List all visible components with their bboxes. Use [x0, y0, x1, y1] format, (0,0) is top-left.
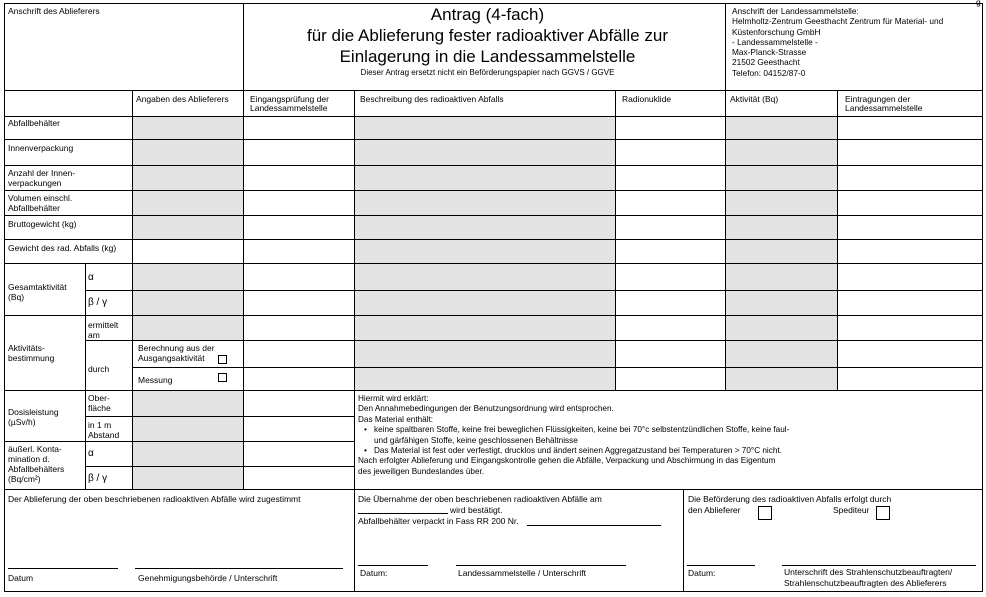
- col-header-description: Beschreibung des radioaktiven Abfalls: [360, 94, 504, 104]
- collector-address-line: - Landessammelstelle -: [732, 36, 818, 47]
- field-volume-activity[interactable]: [725, 191, 837, 215]
- forwarder-checkbox[interactable]: [876, 506, 890, 520]
- field-determined-activity[interactable]: [725, 316, 837, 340]
- col-header-activity: Aktivität (Bq): [730, 94, 779, 104]
- acceptance-line2: wird bestätigt.: [450, 505, 503, 515]
- row-label-total-activity-2: (Bq): [8, 292, 25, 302]
- form-title-line1: Antrag (4-fach): [430, 5, 545, 24]
- by-supplier-label: den Ablieferer: [688, 505, 741, 515]
- row-label-gross-weight: Bruttogewicht (kg): [8, 219, 77, 229]
- row-label-volume-2: Abfallbehälter: [8, 203, 60, 213]
- col-header-supplier: Angaben des Ablieferers: [136, 94, 229, 104]
- col-header-inspection-1: Eingangsprüfung der: [250, 94, 329, 104]
- field-volume-description[interactable]: [354, 191, 615, 215]
- determined-on-2: am: [88, 330, 100, 340]
- forwarder-label: Spediteur: [833, 505, 870, 515]
- field-count-supplier[interactable]: [132, 166, 243, 190]
- field-contam-beta[interactable]: [132, 467, 243, 489]
- field-container-supplier[interactable]: [132, 117, 243, 139]
- surface-2: fläche: [88, 403, 111, 413]
- collector-address-line: Max-Planck-Strasse: [732, 47, 807, 58]
- col-header-entries-1: Eintragungen der: [845, 94, 911, 104]
- declaration-bullet1-line2: und gärfähigen Stoffe, keine geschlossenen Behältnisse: [374, 435, 578, 445]
- field-weight-description[interactable]: [354, 240, 615, 263]
- field-calc-activity[interactable]: [725, 341, 837, 367]
- consent-text: Der Ablieferung der oben beschriebenen radioaktiven Abfälle wird zugestimmt: [8, 494, 301, 504]
- by-label: durch: [88, 364, 110, 374]
- collector-address-line: Küstenforschung GmbH: [732, 26, 821, 37]
- declaration-bullet2: • Das Material ist fest oder verfestigt, drucklos und ändert seinen Aggregatzustand bei Temperaturen > 70°C nicht.: [358, 446, 789, 456]
- contam-beta-gamma-label: β / γ: [88, 473, 108, 484]
- acceptance-line1: Die Übernahme der oben beschriebenen radioaktiven Abfälle am: [358, 494, 602, 504]
- authority-signature-label: Genehmigungsbehörde / Unterschrift: [138, 573, 278, 583]
- field-total-alpha-supplier[interactable]: [132, 264, 243, 290]
- field-count-description[interactable]: [354, 166, 615, 190]
- col-header-inspection-2: Landessammelstelle: [250, 103, 328, 113]
- declaration-closing-2: des jeweiligen Bundeslandes über.: [358, 466, 485, 476]
- field-measure-description[interactable]: [354, 368, 615, 390]
- calc-from-2: Ausgangsaktivität: [138, 353, 205, 363]
- determined-on-1: ermittelt: [88, 320, 119, 330]
- row-label-inner-count-1: Anzahl der Innen-: [8, 168, 76, 178]
- row-label-inner-count-2: verpackungen: [8, 178, 62, 188]
- field-measure-activity[interactable]: [725, 368, 837, 390]
- form-title-line2: für die Ablieferung fester radioaktiver Abfälle zur: [307, 26, 668, 45]
- collector-address-line: Helmholtz-Zentrum Geesthacht Zentrum für Material- und: [732, 16, 944, 27]
- field-gross-supplier[interactable]: [132, 216, 243, 239]
- row-label-total-activity-1: Gesamtaktivität: [8, 282, 67, 292]
- declaration-bullet1: • keine spaltbaren Stoffe, keine frei beweglichen Flüssigkeiten, keine bei 70°c selbstentzündlichen Stoffe, keine faul- und gärfähigen Stoffe, keine geschlossenen Behältnisse: [364, 425, 790, 445]
- calc-from-1: Berechnung aus der: [138, 343, 215, 353]
- field-count-activity[interactable]: [725, 166, 837, 190]
- declaration: [358, 394, 789, 477]
- field-total-beta-activity[interactable]: [725, 291, 837, 315]
- row-label-contam-4: (Bq/cm²): [8, 474, 41, 484]
- consent-date-label: Datum: [8, 573, 34, 583]
- sender-address-label: Anschrift des Ablieferers: [8, 6, 100, 16]
- form-subtitle: Dieser Antrag ersetzt nicht ein Beförderungspapier nach GGVS / GGVE: [360, 68, 615, 77]
- field-container-description[interactable]: [354, 117, 615, 139]
- officer-signature-1: Unterschrift des Strahlenschutzbeauftragten/: [784, 567, 953, 577]
- collector-address-line: 21502 Geesthacht: [732, 57, 800, 68]
- field-gross-description[interactable]: [354, 216, 615, 239]
- row-label-waste-weight: Gewicht des rad. Abfalls (kg): [8, 243, 117, 253]
- field-inner-description[interactable]: [354, 140, 615, 165]
- field-weight-activity[interactable]: [725, 240, 837, 263]
- officer-signature-2: Strahlenschutzbeauftragten des Ablieferers: [784, 578, 947, 588]
- field-total-beta-supplier[interactable]: [132, 291, 243, 315]
- declaration-bullet2-text: Das Material ist fest oder verfestigt, drucklos und ändert seinen Aggregatzustand bei Temperaturen > 70°C nicht.: [374, 446, 782, 456]
- field-inner-supplier[interactable]: [132, 140, 243, 165]
- field-dose-surface[interactable]: [132, 391, 243, 416]
- alpha-label: α: [88, 272, 94, 283]
- row-label-contam-1: äußerl. Konta-: [8, 444, 62, 454]
- collector-address-line: Telefon: 04152/87-0: [732, 67, 806, 78]
- field-total-alpha-activity[interactable]: [725, 264, 837, 290]
- row-label-dose-1: Dosisleistung: [8, 407, 59, 417]
- calc-checkbox[interactable]: [218, 355, 227, 364]
- field-volume-supplier[interactable]: [132, 191, 243, 215]
- distance-2: Abstand: [88, 430, 120, 440]
- measurement-checkbox[interactable]: [218, 373, 227, 382]
- collector-address: [732, 6, 943, 78]
- field-gross-activity[interactable]: [725, 216, 837, 239]
- transport-text: Die Beförderung des radioaktiven Abfalls erfolgt durch: [688, 494, 892, 504]
- field-determined-description[interactable]: [354, 316, 615, 340]
- declaration-line1: Den Annahmebedingungen der Benutzungsordnung wird entsprochen.: [358, 404, 614, 414]
- row-label-activity-det-2: bestimmung: [8, 353, 55, 363]
- field-total-alpha-description[interactable]: [354, 264, 615, 290]
- by-supplier-checkbox[interactable]: [758, 506, 772, 520]
- col-header-nuclide: Radionuklide: [622, 94, 672, 104]
- surface-1: Ober-: [88, 393, 110, 403]
- row-label-volume-1: Volumen einschl.: [8, 193, 73, 203]
- row-label-container: Abfallbehälter: [8, 118, 60, 128]
- collector-signature-label: Landessammelstelle / Unterschrift: [458, 568, 587, 578]
- collector-address-line: Anschrift der Landessammelstelle:: [732, 6, 859, 16]
- measurement-label: Messung: [138, 375, 173, 385]
- beta-gamma-label: β / γ: [88, 297, 108, 308]
- field-container-activity[interactable]: [725, 117, 837, 139]
- row-label-activity-det-1: Aktivitäts-: [8, 343, 45, 353]
- acceptance-date-field[interactable]: [358, 513, 448, 514]
- field-contam-alpha[interactable]: [132, 442, 243, 466]
- form-title-line3: Einlagerung in die Landessammelstelle: [339, 47, 636, 66]
- declaration-intro: Hiermit wird erklärt:: [358, 394, 429, 403]
- row-label-inner-packaging: Innenverpackung: [8, 143, 74, 153]
- declaration-line2: Das Material enthält:: [358, 414, 434, 424]
- row-label-contam-2: mination d.: [8, 454, 50, 464]
- declaration-bullet1-line1: keine spaltbaren Stoffe, keine frei beweglichen Flüssigkeiten, keine bei 70°c selbstentzündlichen Stoffe, keine faul-: [374, 425, 790, 435]
- field-dose-distance[interactable]: [132, 417, 243, 441]
- row-label-contam-3: Abfallbehälters: [8, 464, 65, 474]
- drum-number-field[interactable]: [527, 525, 661, 526]
- row-label-dose-2: (µSv/h): [8, 417, 36, 427]
- distance-1: in 1 m: [88, 420, 112, 430]
- field-calc-description[interactable]: [354, 341, 615, 367]
- contam-alpha-label: α: [88, 448, 94, 459]
- declaration-closing-1: Nach erfolgter Ablieferung und Eingangskontrolle gehen die Abfälle, Verpackung und Abschirmung in das Eigentum: [358, 456, 776, 466]
- packed-in-label: Abfallbehälter verpackt in Fass RR 200 Nr.: [358, 516, 519, 526]
- field-determined-supplier[interactable]: [132, 316, 243, 340]
- transport-date-label: Datum:: [688, 568, 716, 578]
- field-total-beta-description[interactable]: [354, 291, 615, 315]
- acceptance-date-label: Datum:: [360, 568, 388, 578]
- field-inner-activity[interactable]: [725, 140, 837, 165]
- form-title: [250, 4, 725, 77]
- col-header-entries-2: Landessammelstelle: [845, 103, 923, 113]
